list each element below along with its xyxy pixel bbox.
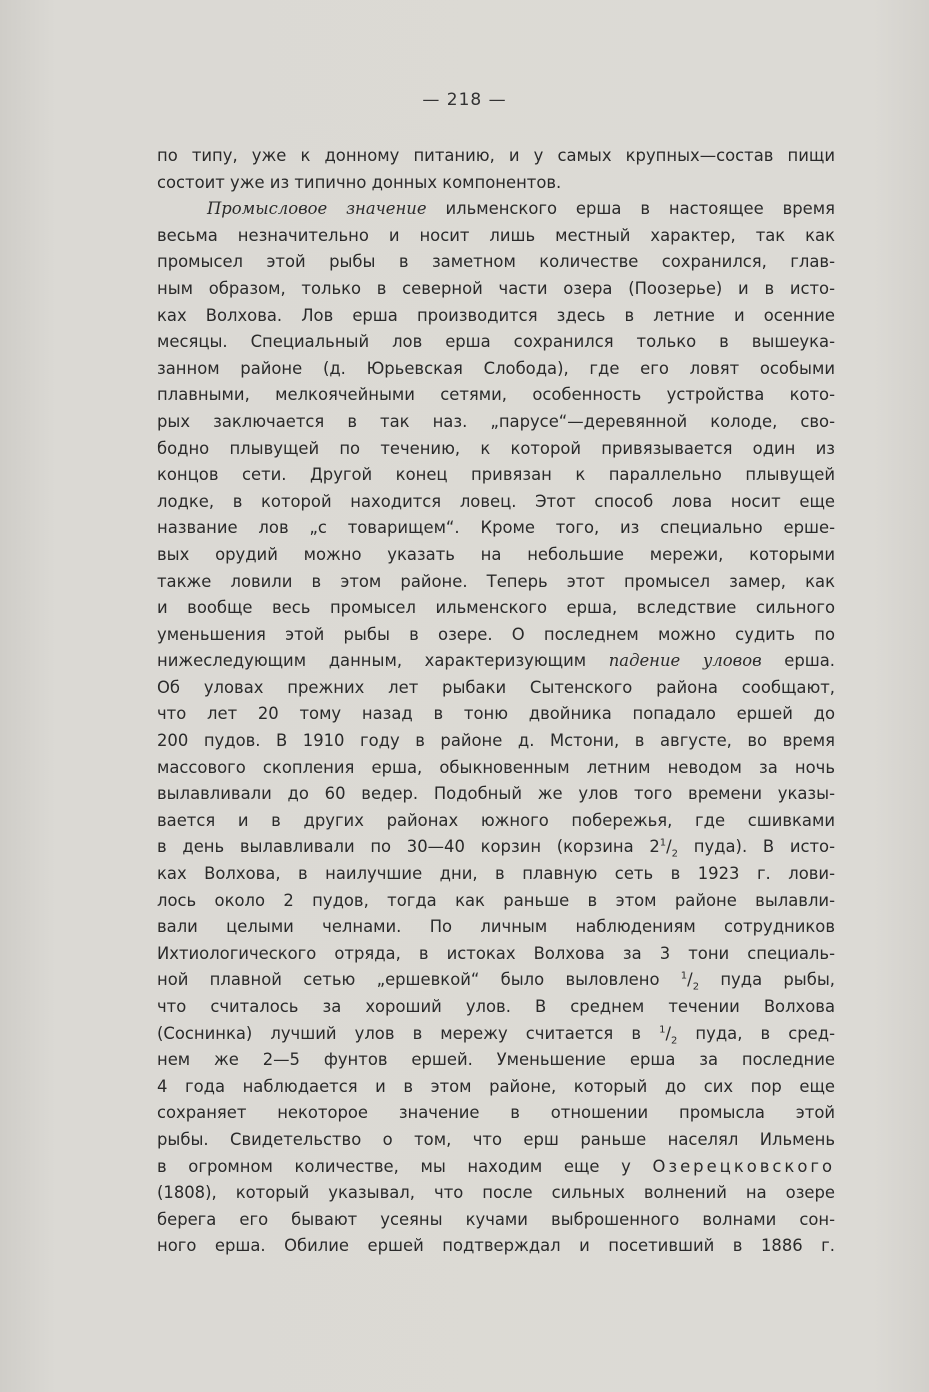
page-number: — 218 — <box>422 90 507 110</box>
text-line <box>157 994 835 1021</box>
text-line <box>157 303 835 330</box>
text-segment: уменьшения этой рыбы в озере. О последнем можно судить по <box>157 624 835 644</box>
text-line <box>157 1127 835 1154</box>
text-line <box>157 1154 835 1181</box>
text-segment: 1 <box>680 970 688 982</box>
text-line <box>157 808 835 835</box>
text-line <box>157 595 835 622</box>
text-line <box>157 1100 835 1127</box>
text-line <box>157 1074 835 1101</box>
text-segment: промысел этой рыбы в заметном количестве сохранился, глав- <box>157 252 835 272</box>
text-line <box>157 861 835 888</box>
text-segment: вылавливали до 60 ведер. Подобный же улов того времени указы- <box>157 784 835 804</box>
text-segment: и вообще весь промысел ильменского ерша, вследствие сильного <box>157 598 835 618</box>
text-segment: 2 <box>670 1034 678 1046</box>
text-segment: концов сети. Другой конец привязан к параллельно плывущей <box>157 465 835 485</box>
text-segment: что считалось за хороший улов. В среднем течении Волхова <box>157 997 835 1016</box>
text-line <box>157 728 835 755</box>
text-line <box>157 356 835 383</box>
text-segment: ным образом, только в северной части озера (Поозерье) и в исто- <box>157 278 835 298</box>
text-line <box>157 914 835 941</box>
text-line <box>157 781 835 808</box>
text-line <box>157 409 835 436</box>
text-segment: пуда, в сред- <box>677 1023 835 1043</box>
text-line <box>157 196 835 223</box>
text-line <box>157 1233 835 1260</box>
text-segment: вается и в других районах южного побережья, где сшивками <box>157 810 835 830</box>
text-segment: 2 <box>671 848 679 860</box>
text-line <box>157 1180 835 1207</box>
text-segment: вых орудий можно указать на небольшие мережи, которыми <box>157 544 835 564</box>
text-segment: Озерецковского <box>652 1156 835 1176</box>
text-segment: в огромном количестве, мы находим еще у <box>157 1156 653 1176</box>
text-line <box>157 1021 835 1048</box>
body-text <box>157 143 835 1260</box>
text-segment: ках Волхова. Лов ерша производится здесь в летние и осенние <box>157 305 835 325</box>
text-segment: ной плавной сетью „ершевкой“ было выловлено <box>157 970 681 990</box>
text-line <box>157 329 835 356</box>
text-segment: сохраняет некоторое значение в отношении промысла этой <box>157 1103 835 1123</box>
text-segment: 2 <box>692 981 700 993</box>
text-segment: Промысловое значение <box>207 199 427 219</box>
text-segment: / <box>687 970 693 990</box>
text-segment: в день вылавливали по 30—40 корзин (корзина 2 <box>157 837 660 857</box>
text-segment: 4 года наблюдается и в этом районе, который до сих пор еще <box>157 1076 835 1096</box>
text-line <box>157 569 835 596</box>
text-line <box>157 701 835 728</box>
text-segment: нем же 2—5 фунтов ершей. Уменьшение ерша за последние <box>157 1050 835 1070</box>
text-segment: пуда). В исто- <box>678 837 835 857</box>
text-segment: месяцы. Специальный лов ерша сохранился только в вышеука- <box>157 332 835 352</box>
text-segment: вали целыми челнами. По личным наблюдениям сотрудников <box>157 917 835 937</box>
text-line <box>157 1047 835 1074</box>
text-line <box>157 834 835 861</box>
text-segment: 200 пудов. В 1910 году в районе д. Мстони, в августе, во время <box>157 731 835 751</box>
text-segment: пуда рыбы, <box>699 970 835 990</box>
text-segment: массового скопления ерша, обыкновенным летним неводом за ночь <box>157 757 835 777</box>
text-segment: ильменского ерша в настоящее время <box>426 199 835 219</box>
text-segment: лодке, в которой находится ловец. Этот способ лова носит еще <box>157 491 835 511</box>
text-segment: нижеследующим данным, характеризующим <box>157 651 609 671</box>
text-segment: рых заключается в так наз. „парусе“—деревянной колоде, сво- <box>157 411 835 431</box>
text-segment: ках Волхова, в наилучшие дни, в плавную сеть в 1923 г. лови- <box>157 864 835 884</box>
text-segment: (Соснинка) лучший улов в мережу считается в <box>157 1023 660 1043</box>
text-segment: Об уловах прежних лет рыбаки Сытенского района сообщают, <box>157 677 835 697</box>
text-segment: / <box>666 837 672 857</box>
text-line <box>157 967 835 994</box>
text-segment: ного ерша. Обилие ершей подтверждал и посетивший в 1886 г. <box>157 1236 835 1256</box>
text-line <box>157 436 835 463</box>
text-segment: ерша. <box>761 651 835 671</box>
text-segment: также ловили в этом районе. Теперь этот промысел замер, как <box>157 571 835 591</box>
text-segment: / <box>665 1023 671 1043</box>
text-line <box>157 941 835 968</box>
text-segment: 1 <box>659 837 667 849</box>
text-segment: что лет 20 тому назад в тоню двойника попадало ершей до <box>157 704 835 724</box>
text-segment: падение уловов <box>608 651 762 671</box>
text-segment: берега его бывают усеяны кучами выброшенного волнами сон- <box>157 1209 835 1229</box>
text-line <box>157 515 835 542</box>
text-line <box>157 675 835 702</box>
text-segment: бодно плывущей по течению, к которой привязывается один из <box>157 438 835 458</box>
text-line <box>157 622 835 649</box>
text-line <box>157 223 835 250</box>
text-segment: плавными, мелкоячейными сетями, особенность устройства кото- <box>157 385 835 405</box>
text-line <box>157 542 835 569</box>
text-line <box>157 489 835 516</box>
text-line <box>157 249 835 276</box>
text-line <box>157 170 835 197</box>
text-line <box>157 755 835 782</box>
text-segment: (1808), который указывал, что после сильных волнений на озере <box>157 1183 835 1203</box>
text-segment: название лов „с товарищем“. Кроме того, из специально ерше- <box>157 518 835 538</box>
text-segment: по типу, уже к донному питанию, и у самых крупных—состав пищи <box>157 146 835 165</box>
text-segment: занном районе (д. Юрьевская Слобода), где его ловят особыми <box>157 358 835 378</box>
text-segment: 1 <box>659 1024 666 1036</box>
text-line <box>157 143 835 170</box>
text-segment: состоит уже из типично донных компонентов. <box>157 172 562 192</box>
text-line <box>157 382 835 409</box>
text-segment: Ихтиологического отряда, в истоках Волхова за 3 тони специаль- <box>157 943 835 963</box>
text-line <box>157 888 835 915</box>
text-line <box>157 462 835 489</box>
text-segment: весьма незначительно и носит лишь местный характер, так как <box>157 225 835 245</box>
text-line <box>157 276 835 303</box>
text-line <box>157 648 835 675</box>
text-segment: рыбы. Свидетельство о том, что ерш раньше населял Ильмень <box>157 1129 835 1149</box>
text-line <box>157 1207 835 1234</box>
text-segment: лось около 2 пудов, тогда как раньше в этом районе вылавли- <box>157 890 835 910</box>
